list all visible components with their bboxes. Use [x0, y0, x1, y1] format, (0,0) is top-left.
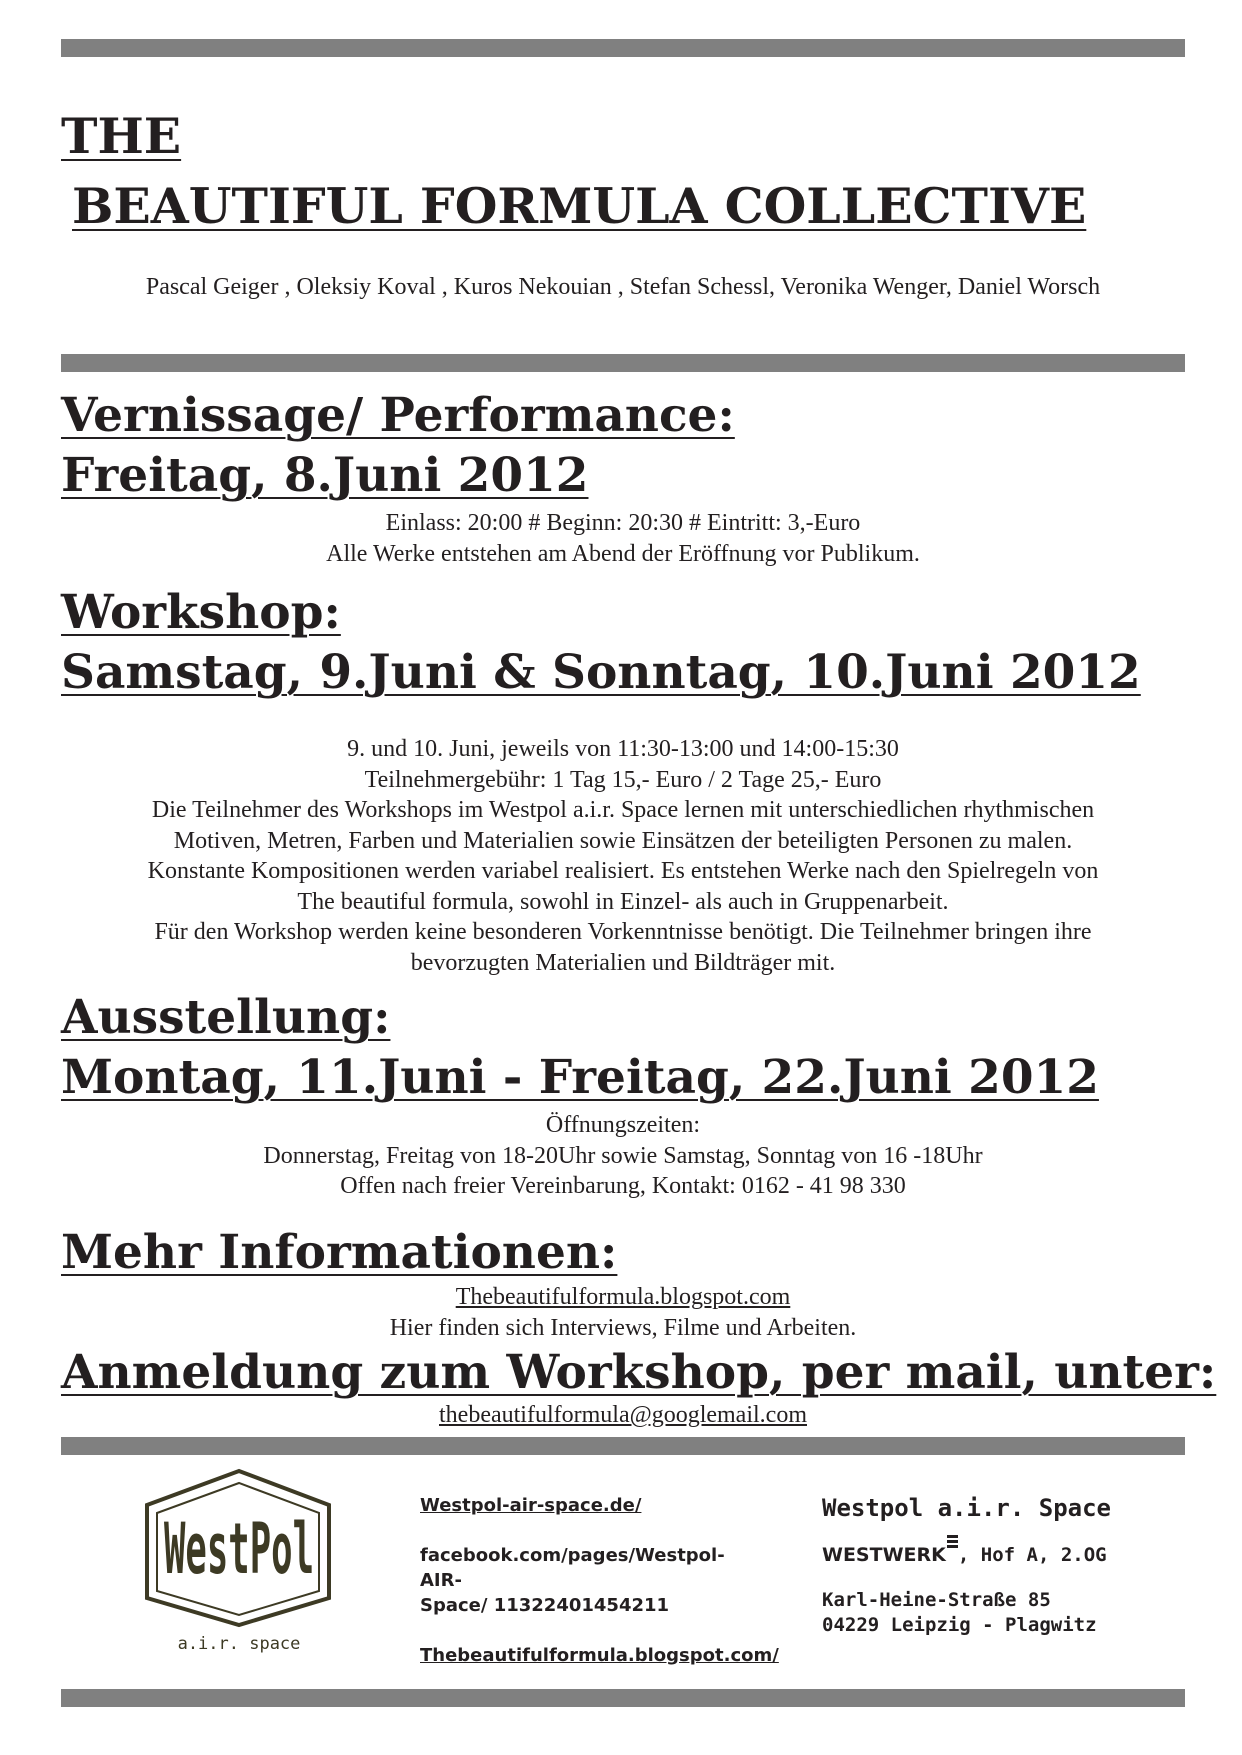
ausstellung-date: Montag, 11.Juni - Freitag, 22.Juni 2012 — [61, 1050, 1099, 1105]
footer-links — [420, 1493, 779, 1668]
info-line: Hier finden sich Interviews, Filme und Arbeiten. — [389, 1314, 857, 1341]
venue-name: Westpol a.i.r. Space — [822, 1494, 1111, 1522]
westwerk-logo: WESTWERK — [822, 1535, 958, 1568]
ausstellung-heading: Ausstellung: — [61, 990, 391, 1045]
vernissage-line: Alle Werke entstehen am Abend der Eröffnung vor Publikum. — [326, 540, 920, 567]
artist-names: Pascal Geiger , Oleksiy Koval , Kuros Nekouian , Stefan Schessl, Veronika Wenger, Daniel Worsch — [145, 274, 1101, 300]
workshop-line: Für den Workshop werden keine besonderen Vorkenntnisse benötigt. Die Teilnehmer bringen ihre — [154, 919, 1092, 945]
anmeldung-details — [61, 1400, 1185, 1431]
westpol-site-link[interactable]: Westpol-air-space.de/ — [420, 1495, 642, 1516]
vernissage-heading: Vernissage/ Performance: — [61, 388, 735, 443]
title-line-2: BEAUTIFUL FORMULA COLLECTIVE — [72, 177, 1087, 235]
workshop-details — [61, 734, 1185, 978]
vernissage-details — [61, 508, 1185, 569]
facebook-link[interactable]: facebook.com/pages/Westpol-AIR- Space/ 11322401454211 — [420, 1545, 725, 1616]
venue-address — [822, 1493, 1182, 1638]
blog-footer-link[interactable]: Thebeautifulformula.blogspot.com/ — [420, 1645, 779, 1666]
city: 04229 Leipzig - Plagwitz — [822, 1614, 1097, 1636]
westwerk-line: WESTWERK , Hof A, 2.OG — [822, 1535, 1182, 1568]
westpol-logo — [139, 1463, 344, 1653]
workshop-line: 9. und 10. Juni, jeweils von 11:30-13:00 und 14:00-15:30 — [347, 736, 899, 762]
title-line-1: THE — [61, 107, 182, 165]
ausstellung-line: Offen nach freier Vereinbarung, Kontakt: 0162 - 41 98 330 — [340, 1173, 906, 1199]
info-heading: Mehr Informationen: — [61, 1225, 618, 1280]
street: Karl-Heine-Straße 85 — [822, 1589, 1051, 1611]
ausstellung-details — [61, 1110, 1185, 1202]
divider-bottom — [61, 1689, 1185, 1707]
divider-top — [61, 39, 1185, 57]
info-details — [61, 1282, 1185, 1343]
svg-text:a.i.r. space: a.i.r. space — [177, 1634, 301, 1654]
divider-header — [61, 354, 1185, 372]
blog-link[interactable]: Thebeautifulformula.blogspot.com — [455, 1284, 791, 1310]
workshop-line: The beautiful formula, sowohl in Einzel- als auch in Gruppenarbeit. — [297, 888, 949, 915]
footer — [61, 1463, 1185, 1678]
vernissage-date: Freitag, 8.Juni 2012 — [61, 448, 589, 503]
workshop-heading: Workshop: — [61, 585, 341, 640]
workshop-line: Motiven, Metren, Farben und Materialien sowie Einsätzen der beteiligten Personen zu malen. — [173, 827, 1073, 854]
workshop-line: Teilnehmergebühr: 1 Tag 15,- Euro / 2 Tage 25,- Euro — [364, 766, 882, 793]
svg-text:WestPol: WestPol — [164, 1507, 314, 1590]
workshop-line: bevorzugten Materialien und Bildträger mit. — [410, 949, 836, 976]
workshop-date: Samstag, 9.Juni & Sonntag, 10.Juni 2012 — [61, 645, 1141, 700]
vernissage-line: Einlass: 20:00 # Beginn: 20:30 # Eintritt: 3,-Euro — [385, 510, 861, 536]
ausstellung-line: Öffnungszeiten: — [545, 1112, 701, 1138]
anmeldung-heading: Anmeldung zum Workshop, per mail, unter: — [61, 1345, 1217, 1400]
divider-footer-top — [61, 1437, 1185, 1455]
workshop-line: Die Teilnehmer des Workshops im Westpol a.i.r. Space lernen mit unterschiedlichen rhythmischen — [151, 797, 1095, 823]
workshop-line: Konstante Kompositionen werden variabel realisiert. Es entstehen Werke nach den Spielregeln von — [147, 858, 1099, 884]
email-link[interactable]: thebeautifulformula@googlemail.com — [439, 1402, 807, 1428]
ausstellung-line: Donnerstag, Freitag von 18-20Uhr sowie Samstag, Sonntag von 16 -18Uhr — [263, 1142, 983, 1169]
